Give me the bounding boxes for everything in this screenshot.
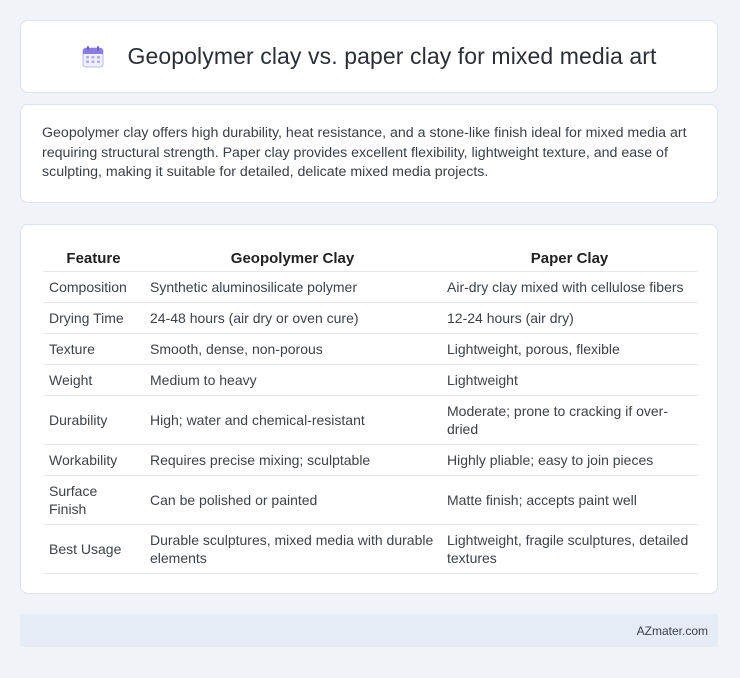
table-header-row bbox=[43, 246, 698, 272]
table-cell-geopolymer: Can be polished or painted bbox=[144, 476, 441, 525]
calendar-icon bbox=[81, 45, 105, 69]
table-cell-feature: Durability bbox=[43, 396, 144, 445]
table-cell-feature: Composition bbox=[43, 272, 144, 303]
table-cell-geopolymer: High; water and chemical-resistant bbox=[144, 396, 441, 445]
table-cell-feature: Drying Time bbox=[43, 303, 144, 334]
table-cell-paper: Moderate; prone to cracking if over-dried bbox=[441, 396, 698, 445]
table-cell-geopolymer: Medium to heavy bbox=[144, 365, 441, 396]
header-feature: Feature bbox=[43, 246, 144, 272]
table-cell-paper: Matte finish; accepts paint well bbox=[441, 476, 698, 525]
table-row bbox=[43, 476, 698, 525]
table-cell-feature: Weight bbox=[43, 365, 144, 396]
table-row bbox=[43, 272, 698, 303]
table-cell-geopolymer: 24-48 hours (air dry or oven cure) bbox=[144, 303, 441, 334]
table-row bbox=[43, 334, 698, 365]
table-cell-paper: 12-24 hours (air dry) bbox=[441, 303, 698, 334]
title-card bbox=[20, 20, 718, 93]
footer-site-name: AZmater.com bbox=[636, 623, 708, 638]
table-cell-geopolymer: Durable sculptures, mixed media with durable elements bbox=[144, 525, 441, 574]
table-cell-paper: Air-dry clay mixed with cellulose fibers bbox=[441, 272, 698, 303]
table-row bbox=[43, 396, 698, 445]
footer bbox=[20, 614, 718, 647]
table-row bbox=[43, 303, 698, 334]
table-cell-feature: Texture bbox=[43, 334, 144, 365]
table-cell-paper: Highly pliable; easy to join pieces bbox=[441, 445, 698, 476]
table-cell-geopolymer: Requires precise mixing; sculptable bbox=[144, 445, 441, 476]
table-cell-feature: Surface Finish bbox=[43, 476, 144, 525]
table-row bbox=[43, 365, 698, 396]
comparison-table bbox=[43, 246, 698, 574]
table-cell-geopolymer: Smooth, dense, non-porous bbox=[144, 334, 441, 365]
intro-card bbox=[20, 104, 718, 203]
table-cell-paper: Lightweight bbox=[441, 365, 698, 396]
header-paper-clay: Paper Clay bbox=[441, 246, 698, 272]
table-cell-feature: Best Usage bbox=[43, 525, 144, 574]
table-cell-feature: Workability bbox=[43, 445, 144, 476]
table-cell-paper: Lightweight, porous, flexible bbox=[441, 334, 698, 365]
table-row bbox=[43, 445, 698, 476]
page-title: Geopolymer clay vs. paper clay for mixed media art bbox=[127, 43, 657, 69]
header-geopolymer-clay: Geopolymer Clay bbox=[144, 246, 441, 272]
intro-text: Geopolymer clay offers high durability, heat resistance, and a stone-like finish ideal for mixed media art requiring structural strength. Paper clay provides excellent flexibility, lightweight texture, and ease of sculpting, making it suitable for detailed, delicate mixed media projects. bbox=[42, 125, 687, 180]
table-cell-geopolymer: Synthetic aluminosilicate polymer bbox=[144, 272, 441, 303]
comparison-card bbox=[20, 224, 718, 594]
table-cell-paper: Lightweight, fragile sculptures, detailed textures bbox=[441, 525, 698, 574]
table-row bbox=[43, 525, 698, 574]
